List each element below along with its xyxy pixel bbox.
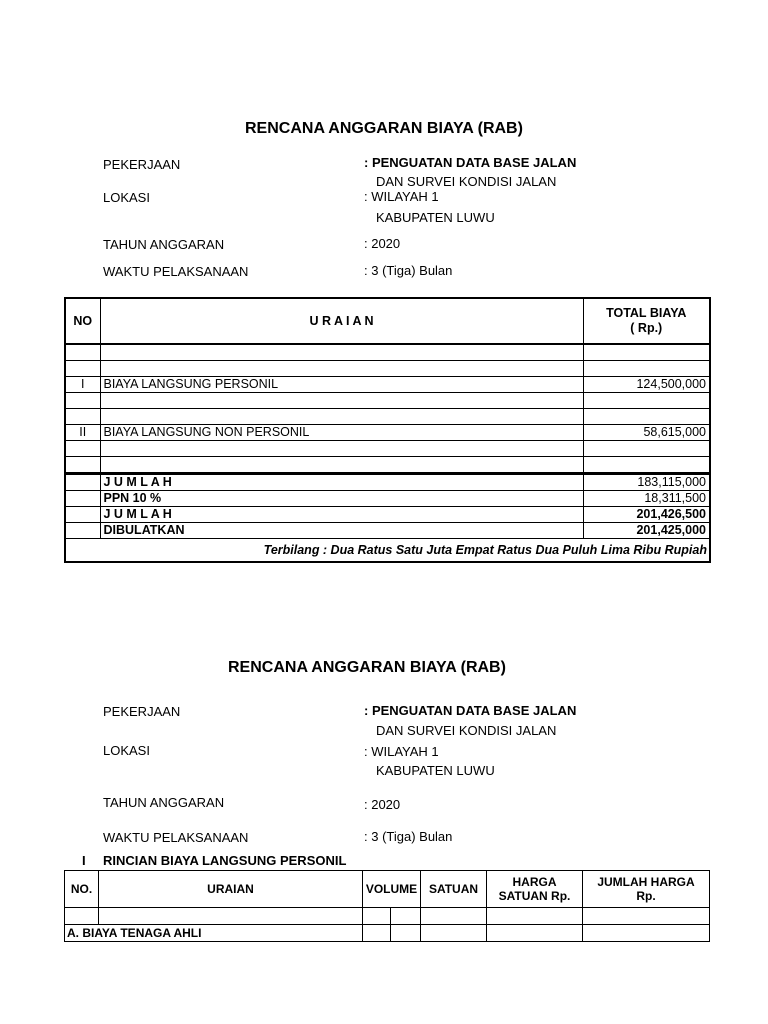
lokasi-value-line2: KABUPATEN LUWU	[376, 210, 495, 225]
detail-header-harga-line1: HARGA	[512, 875, 557, 889]
detail-header-harga	[487, 871, 583, 908]
table-header-row	[65, 298, 710, 344]
jumlah1-value: 183,115,000	[583, 474, 710, 491]
rincian-title: RINCIAN BIAYA LANGSUNG PERSONIL	[103, 853, 347, 868]
pekerjaan-label-2: PEKERJAAN	[103, 704, 181, 719]
table-row	[65, 457, 710, 474]
table-row	[65, 425, 710, 441]
waktu-value: : 3 (Tiga) Bulan	[364, 263, 453, 278]
header-no: NO	[65, 298, 100, 344]
jumlah2-row	[65, 507, 710, 523]
pekerjaan-label: PEKERJAAN	[103, 157, 181, 172]
table-row	[65, 908, 710, 925]
detail-table	[64, 870, 710, 942]
row1-total: 124,500,000	[583, 377, 710, 393]
pekerjaan-value: : PENGUATAN DATA BASE JALAN	[364, 155, 577, 170]
row2-total: 58,615,000	[583, 425, 710, 441]
jumlah1-label: J U M L A H	[100, 474, 583, 491]
terbilang-row	[65, 539, 710, 563]
lokasi-value: : WILAYAH 1	[364, 189, 439, 204]
table-row	[65, 377, 710, 393]
ppn-row	[65, 491, 710, 507]
header-total-line1: TOTAL BIAYA	[606, 306, 687, 320]
section2-title: RENCANA ANGGARAN BIAYA (RAB)	[228, 659, 506, 676]
header-total-line2: ( Rp.)	[630, 321, 663, 335]
rincian-no: I	[82, 853, 86, 868]
ppn-value: 18,311,500	[583, 491, 710, 507]
detail-header-no: NO.	[65, 871, 99, 908]
lokasi-value-2-line2: KABUPATEN LUWU	[376, 763, 495, 778]
detail-header-uraian: URAIAN	[99, 871, 363, 908]
tahun-value: : 2020	[364, 236, 401, 251]
terbilang-text: Terbilang : Dua Ratus Satu Juta Empat Ratus Dua Puluh Lima Ribu Rupiah	[65, 539, 710, 563]
header-total	[583, 298, 710, 344]
ppn-label: PPN 10 %	[100, 491, 583, 507]
table-row	[65, 344, 710, 361]
summary-table	[64, 297, 711, 563]
tahun-value-2: : 2020	[364, 797, 401, 812]
tahun-label-2: TAHUN ANGGARAN	[103, 795, 225, 810]
dibulatkan-row	[65, 523, 710, 539]
table-row	[65, 361, 710, 377]
row-a-label: A. BIAYA TENAGA AHLI	[65, 925, 363, 942]
pekerjaan-value-2-line2: DAN SURVEI KONDISI JALAN	[376, 723, 557, 738]
lokasi-label: LOKASI	[103, 190, 150, 205]
detail-header-jumlah	[583, 871, 710, 908]
detail-header-jumlah-line2: Rp.	[636, 889, 656, 903]
detail-header-jumlah-line1: JUMLAH HARGA	[597, 875, 695, 889]
tahun-label: TAHUN ANGGARAN	[103, 237, 225, 252]
waktu-label-2: WAKTU PELAKSANAAN	[103, 830, 249, 845]
row1-no: I	[65, 377, 100, 393]
lokasi-value-2: : WILAYAH 1	[364, 744, 439, 759]
table-row	[65, 441, 710, 457]
pekerjaan-value-line2: DAN SURVEI KONDISI JALAN	[376, 174, 557, 189]
table-row	[65, 925, 710, 942]
dibulatkan-label: DIBULATKAN	[100, 523, 583, 539]
table-row	[65, 409, 710, 425]
waktu-label: WAKTU PELAKSANAAN	[103, 264, 249, 279]
detail-header-harga-line2: SATUAN Rp.	[498, 889, 571, 903]
jumlah2-value: 201,426,500	[583, 507, 710, 523]
detail-header-row	[65, 871, 710, 908]
waktu-value-2: : 3 (Tiga) Bulan	[364, 829, 453, 844]
page-title: RENCANA ANGGARAN BIAYA (RAB)	[245, 120, 523, 137]
row2-no: II	[65, 425, 100, 441]
jumlah1-row	[65, 474, 710, 491]
detail-header-satuan: SATUAN	[421, 871, 487, 908]
lokasi-label-2: LOKASI	[103, 743, 150, 758]
jumlah2-label: J U M L A H	[100, 507, 583, 523]
row2-uraian: BIAYA LANGSUNG NON PERSONIL	[100, 425, 583, 441]
pekerjaan-value-2: : PENGUATAN DATA BASE JALAN	[364, 703, 577, 718]
detail-header-volume: VOLUME	[363, 871, 421, 908]
header-uraian: U R A I A N	[100, 298, 583, 344]
table-row	[65, 393, 710, 409]
dibulatkan-value: 201,425,000	[583, 523, 710, 539]
row1-uraian: BIAYA LANGSUNG PERSONIL	[100, 377, 583, 393]
